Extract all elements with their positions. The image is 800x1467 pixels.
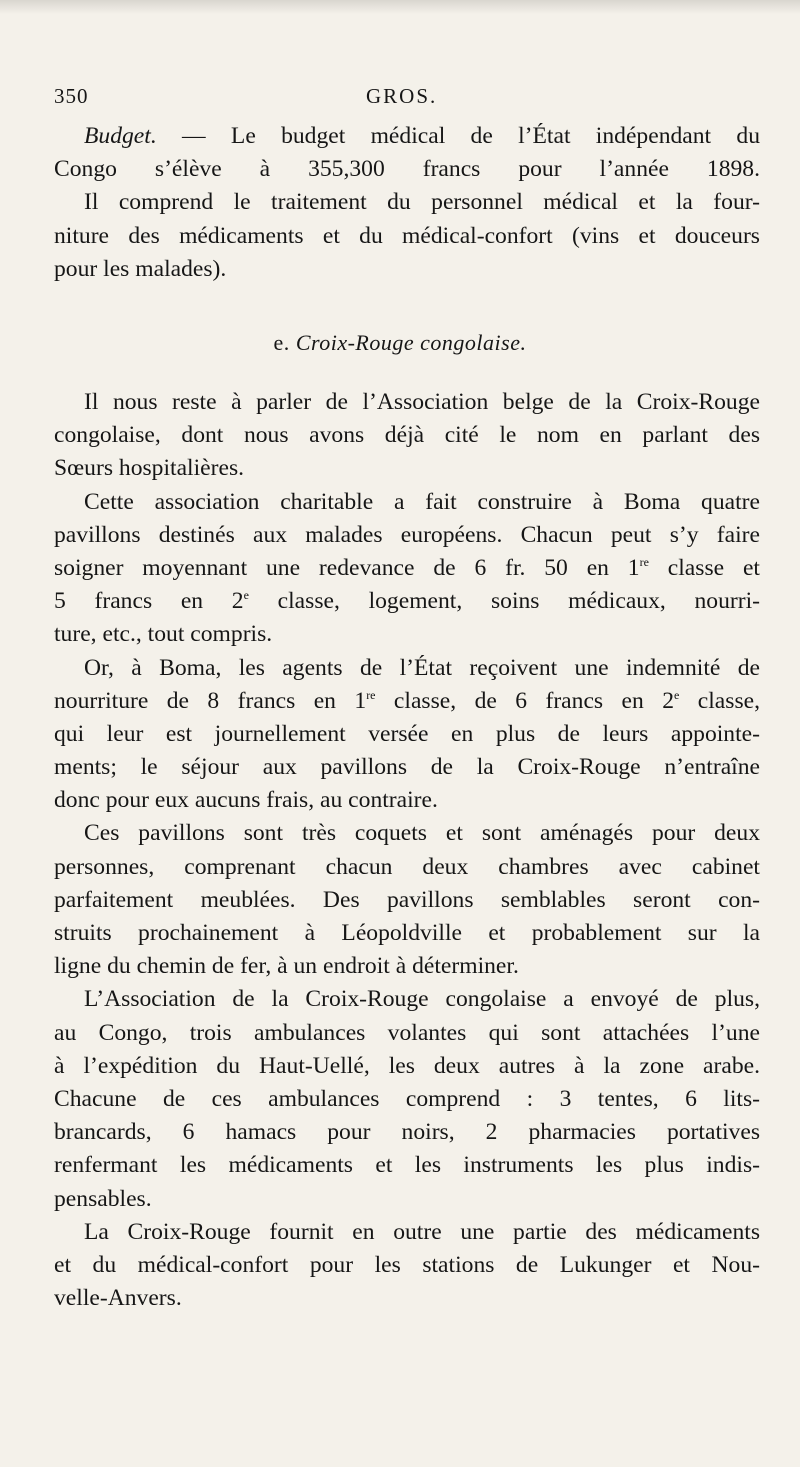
text-fragment: classe, logement, soins médicaux, nourri- (248, 588, 761, 615)
text-line: ture, etc., tout compris. (54, 621, 273, 648)
text-line: à l’expédition du Haut-Uellé, les deux autres à la zone arabe. (54, 1052, 760, 1079)
text-line: Sœurs hospitalières. (54, 455, 245, 482)
text-line: L’Association de la Croix-Rouge congolaise a envoyé de plus, (84, 986, 760, 1013)
page-edge-shadow (0, 0, 800, 14)
budget-lead: Budget. (84, 123, 157, 149)
text-line (54, 552, 760, 585)
text-line: renfermant les médicaments et les instruments les plus indis- (54, 1152, 760, 1179)
budget-line-1-text: — Le budget médical de l’État indépendant du (156, 123, 760, 149)
text-fragment: nourriture de 8 francs en 1 (54, 687, 367, 714)
text-line (54, 685, 760, 718)
ordinal-superscript: e (243, 588, 249, 603)
text-line: parfaitement meublées. Des pavillons semblables seront con- (54, 886, 760, 913)
text-line: donc pour eux aucuns frais, au contraire. (54, 787, 438, 814)
text-line: brancards, 6 hamacs pour noirs, 2 pharmacies portatives (54, 1119, 760, 1146)
budget-line-3: Il comprend le traitement du personnel médical et la four- (84, 189, 760, 216)
page-number: 350 (54, 84, 89, 108)
text-line: qui leur est journellement versée en plus de leurs appointe- (54, 720, 760, 747)
budget-line-2: Congo s’élève à 355,300 francs pour l’année 1898. (54, 156, 760, 183)
budget-line-4: niture des médicaments et du médical-confort (vins et douceurs (54, 222, 760, 249)
text-line: La Croix-Rouge fournit en outre une partie des médicaments (84, 1218, 760, 1245)
text-line: personnes, comprenant chacun deux chambres avec cabinet (54, 853, 760, 880)
section-title-text: Croix-Rouge congolaise. (295, 330, 527, 355)
text-line: pensables. (54, 1185, 152, 1212)
text-fragment: 5 francs en 2 (54, 588, 244, 615)
text-line (54, 585, 760, 618)
section-heading (0, 330, 800, 356)
text-fragment: classe et (648, 554, 760, 581)
section-letter: e. (273, 330, 290, 355)
text-line: ligne du chemin de fer, à un endroit à déterminer. (54, 953, 519, 980)
text-line: Chacune de ces ambulances comprend : 3 tentes, 6 lits- (54, 1085, 760, 1112)
text-line: velle-Anvers. (54, 1285, 182, 1312)
text-line: Ces pavillons sont très coquets et sont aménagés pour deux (84, 820, 760, 847)
text-line: Or, à Boma, les agents de l’État reçoivent une indemnité de (84, 654, 760, 681)
budget-line-5: pour les malades). (54, 255, 227, 282)
text-fragment: soigner moyennant une redevance de 6 fr. 50 en 1 (54, 554, 640, 581)
budget-paragraph (54, 120, 760, 286)
text-line: pavillons destinés aux malades européens. Chacun peut s’y faire (54, 521, 760, 548)
text-line: struits prochainement à Léopoldville et probablement sur la (54, 920, 760, 946)
ordinal-superscript: re (366, 687, 376, 702)
text-line: Cette association charitable a fait construire à Boma quatre (84, 488, 760, 515)
text-line: ments; le séjour aux pavillons de la Croix-Rouge n’entraîne (54, 754, 760, 781)
budget-line-1 (54, 120, 760, 153)
ordinal-superscript: re (639, 554, 649, 569)
text-line: et du médical-confort pour les stations de Lukunger et Nou- (54, 1251, 760, 1278)
running-head: GROS. (366, 84, 438, 108)
page-header (54, 84, 754, 114)
ordinal-superscript: e (674, 687, 680, 702)
text-fragment: classe, (679, 687, 760, 714)
text-fragment: classe, de 6 francs en 2 (375, 687, 675, 714)
text-line: congolaise, dont nous avons déjà cité le nom en parlant des (54, 422, 760, 449)
main-text (54, 386, 760, 1315)
text-line: au Congo, trois ambulances volantes qui sont attachées l’une (54, 1019, 760, 1046)
text-line: Il nous reste à parler de l’Association belge de la Croix-Rouge (84, 389, 760, 415)
